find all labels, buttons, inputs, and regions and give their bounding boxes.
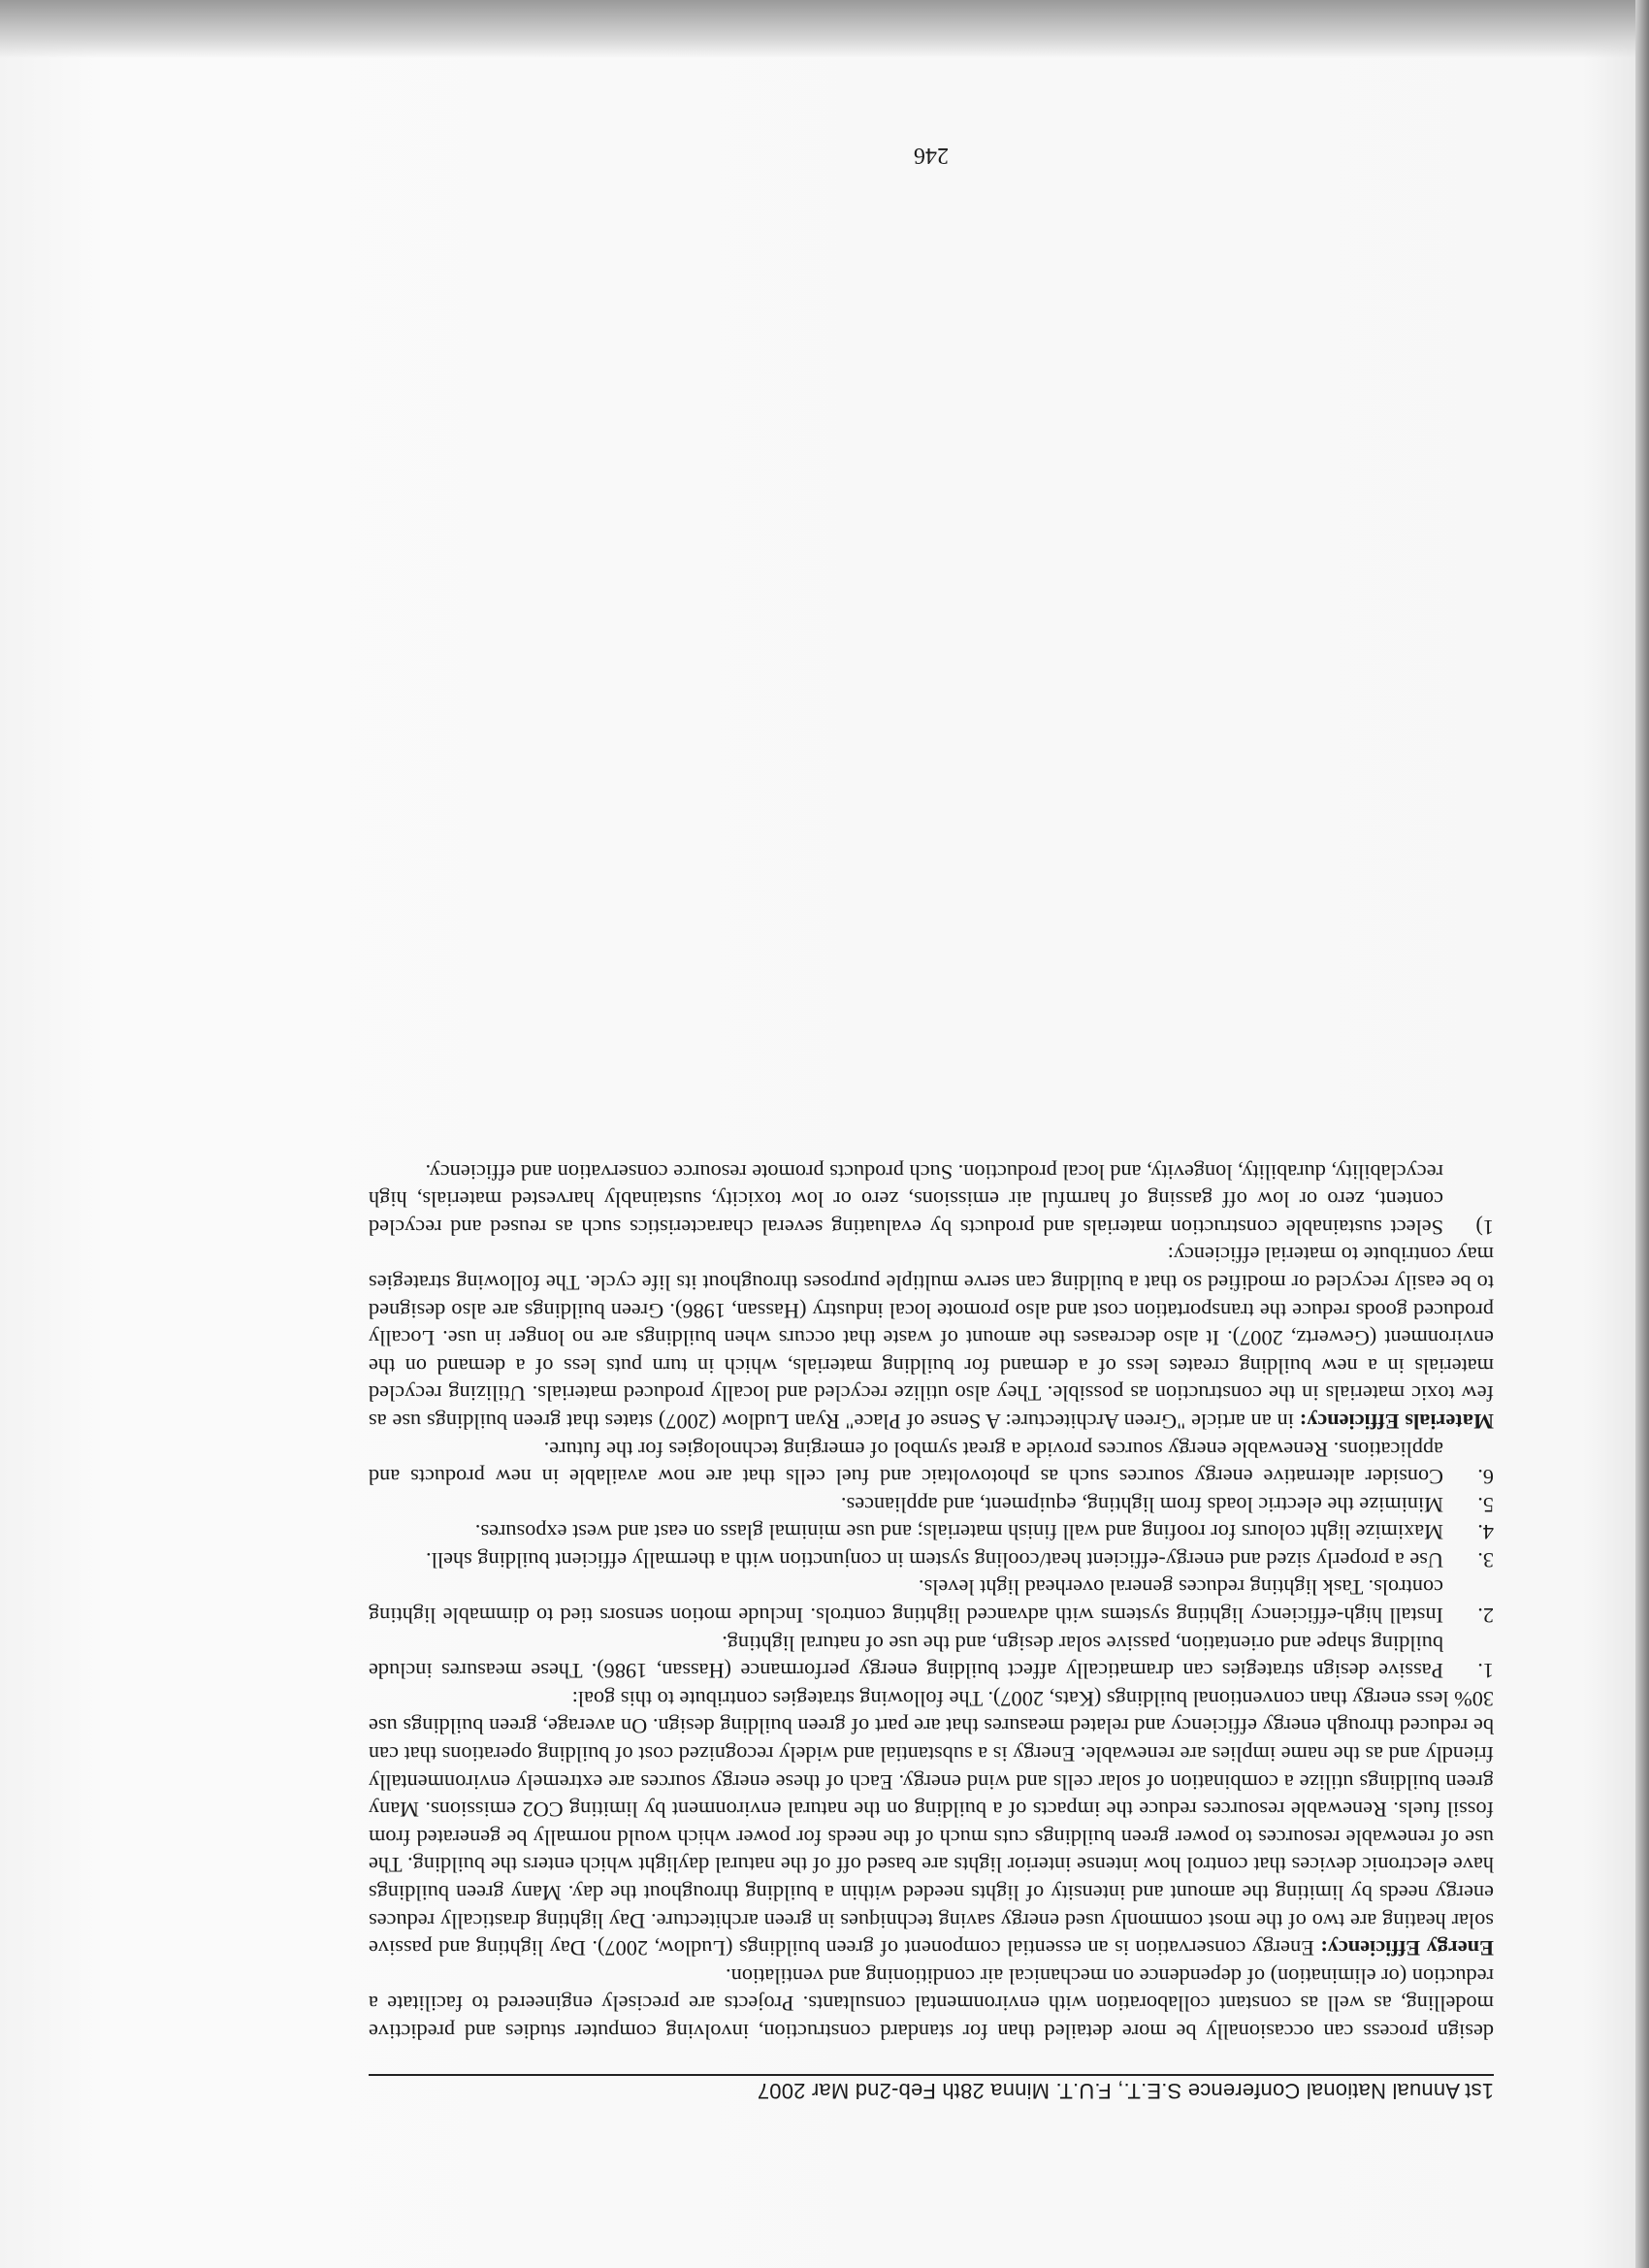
energy-efficiency-text: Energy conservation is an essential component of green buildings (Ludlow, 2007). Day lighting and passive solar heating are two of the most commonly used energy saving techniques in green architecture. Day lighting drastically reduces energy needs by limiting the amount and intensity of lights needed within a building throughout the day. Many green buildings have electronic devices that control how intense interior lights are based off of the natural daylight which enters the building. The use of renewable resources to power green buildings cuts much of the needs for power which would normally be generated from fossil fuels. Renewable resources reduce the impacts of a building on the natural environment by limiting CO2 emissions. Many green buildings utilize a combination of solar cells and wind energy. Each of these energy sources are extremely environmentally friendly and as the name implies are renewable. Energy is a substantial and widely recognized cost of building operations that can be reduced through energy efficiency and related measures that are part of green building design. On average, green buildings use 30% less energy than conventional buildings (Kats, 2007). The following strategies contribute to this goal: <box>369 1686 1494 1961</box>
list-item-text: Use a properly sized and energy-efficient heat/cooling system in conjunction with a thermally efficient building shell. <box>426 1547 1443 1572</box>
list-item <box>369 1629 1494 1684</box>
list-item <box>369 1545 1494 1573</box>
list-number: 3. <box>1477 1547 1494 1572</box>
intro-paragraph: design process can occasionally be more detailed than for standard construction, involving computer studies and predictive modelling, as well as constant collaboration with environmental consultants. Projects are precisely engineered to facilitate a reduction (or elimination) of dependence on mechanical air conditioning and ventilation. <box>369 1963 1494 2044</box>
list-number: 1. <box>1477 1659 1494 1684</box>
list-item-text: Minimize the electric loads from lighting, equipment, and appliances. <box>840 1492 1443 1517</box>
list-item <box>369 1490 1494 1518</box>
page-number: 246 <box>914 143 949 168</box>
list-item-text: Select sustainable construction materials and products by evaluating several characteristics such as reused and recycled content, zero or low off gassing of harmful air emissions, zero or low toxicity, sustainably harvested materials, high recyclability, durability, longevity, and local production. Such products promote resource conservation and efficiency. <box>369 1159 1443 1240</box>
list-number: 6. <box>1477 1465 1494 1490</box>
materials-efficiency-paragraph <box>369 1241 1494 1435</box>
list-number: 1) <box>1475 1215 1494 1240</box>
energy-efficiency-heading: Energy Efficiency: <box>1320 1936 1494 1961</box>
energy-efficiency-paragraph <box>369 1684 1494 1961</box>
scan-right-edge <box>1635 0 1649 2268</box>
list-item <box>369 1573 1494 1629</box>
list-number: 5. <box>1477 1492 1494 1517</box>
materials-efficiency-heading: Materials Efficiency: <box>1299 1409 1494 1434</box>
list-item-text: Consider alternative energy sources such as photovoltaic and fuel cells that are now available in new products and applications. Renewable energy sources provide a great symbol of emerging technologies for the future. <box>369 1437 1443 1490</box>
running-header: 1st Annual National Conference S.E.T., F.U.T. Minna 28th Feb-2nd Mar 2007 <box>369 2074 1494 2103</box>
list-item <box>369 1518 1494 1546</box>
list-item-text: Install high-efficiency lighting systems with advanced lighting controls. Include motion sensors tied to dimmable lighting controls. Task lighting reduces general overhead light levels. <box>369 1575 1443 1629</box>
rotated-document-page <box>39 39 1610 2229</box>
article-body <box>369 1157 1494 2045</box>
list-item-text: Passive design strategies can dramatically affect building energy performance (Hassan, 1986). These measures include building shape and orientation, passive solar design, and the use of natural lighting. <box>369 1631 1443 1684</box>
list-item <box>369 1435 1494 1490</box>
list-item-text: Maximize light colours for roofing and wall finish materials; and use minimal glass on east and west exposures. <box>474 1520 1443 1545</box>
list-item <box>369 1157 1494 1241</box>
list-number: 2. <box>1477 1604 1494 1629</box>
materials-efficiency-text: in an article "Green Architecture: A Sense of Place" Ryan Ludlow (2007) states that green buildings use as few toxic materials in the construction as possible. They also utilize recycled and locally produced materials. Utilizing recycled materials in a new building creates less of a demand for building materials, which in turn puts less of a demand on the environment (Gewertz, 2007). It also decreases the amount of waste that occurs when buildings are no longer in use. Locally produced goods reduce the transportation cost and also promote local industry (Hassan, 1986). Green buildings are also designed to be easily recycled or modified so that a building can serve multiple purposes throughout its life cycle. The following strategies may contribute to material efficiency: <box>369 1243 1494 1434</box>
list-number: 4. <box>1477 1520 1494 1545</box>
